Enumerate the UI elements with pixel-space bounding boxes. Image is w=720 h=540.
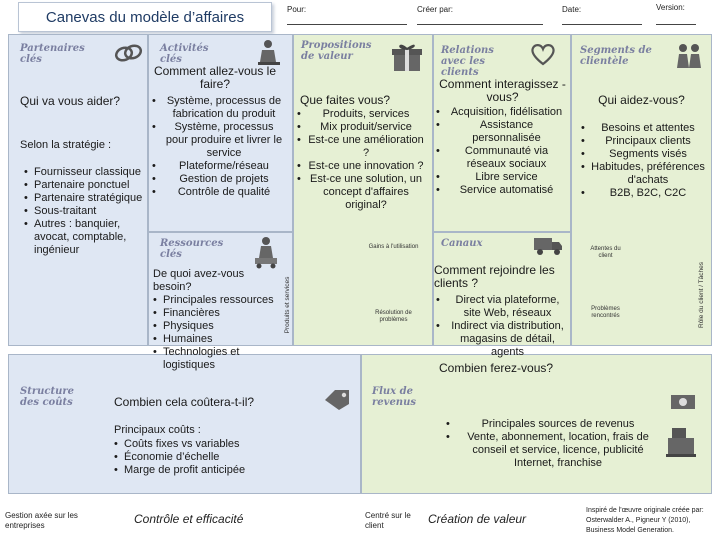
list-item: • Économie d’échelle [114, 451, 324, 464]
list-item: • Technologies et logistiques [153, 346, 293, 372]
propositions-list [297, 108, 425, 212]
list-item: • Principales ressources [153, 294, 293, 307]
attentes-label: Attentes du client [590, 246, 621, 259]
version-field[interactable] [656, 24, 696, 25]
cree-par-field[interactable] [417, 24, 543, 25]
produits-services-label: Produits et services [284, 276, 291, 334]
couts-question: Combien cela coûtera-t-il? [114, 395, 255, 409]
resolution-label: Résolution de problèmes [375, 310, 412, 323]
list-item: • Mix produit/service [297, 121, 425, 134]
price-tag-icon [323, 388, 351, 412]
activites-title: Activités clés [160, 43, 209, 65]
segments-title: Segments de clientèle [580, 45, 652, 67]
canvas-title: Canevas du modèle d’affaires [45, 9, 245, 26]
canaux-question: Comment rejoindre les clients ? [434, 263, 555, 290]
revenus-list [446, 418, 660, 470]
list-item: • Principaux clients [581, 135, 705, 148]
gift-icon [390, 40, 424, 74]
centre-label: Centré sur le client [365, 511, 411, 530]
canaux-list [436, 294, 569, 359]
list-item: • Acquisition, fidélisation [436, 106, 567, 119]
propositions-title: Propositions de valeur [301, 40, 372, 62]
list-item: • Est-ce une amélioration ? [297, 134, 425, 160]
list-item: • Coûts fixes vs variables [114, 438, 324, 451]
list-item: • Indirect via distribution, magasins de détail, agents [436, 320, 569, 359]
ressources-title: Ressources clés [160, 238, 224, 260]
list-item: • Service automatisé [436, 184, 567, 197]
list-item: • Système, processus pour produire et livrer le service [152, 121, 286, 160]
cree-par-label: Créer par: [417, 5, 454, 14]
relations-question: Comment interagissez -vous? [439, 77, 566, 104]
list-item: • Direct via plateforme, site Web, réseaux [436, 294, 569, 320]
activites-question: Comment allez-vous le faire? [153, 64, 277, 91]
list-item: • Sous-traitant [24, 205, 146, 218]
activites-list [152, 95, 286, 199]
list-item: • Libre service [436, 171, 567, 184]
list-item: • Est-ce une innovation ? [297, 160, 425, 173]
list-item: • Système, processus de fabrication du produit [152, 95, 286, 121]
role-client-label: Rôle du client / Tâches [698, 262, 705, 328]
list-item: • Habitudes, préférences d'achats [581, 161, 705, 187]
ressources-list [153, 294, 293, 372]
segments-list [581, 122, 705, 200]
list-item: • B2B, B2C, C2C [581, 187, 705, 200]
list-item: • Produits, services [297, 108, 425, 121]
worker-cart-icon [250, 236, 282, 270]
linked-rings-icon [112, 40, 144, 66]
heart-icon [530, 42, 556, 66]
couts-list [114, 438, 324, 477]
gestion-label: Gestion axée sur les entreprises [5, 511, 78, 530]
segments-question: Qui aidez-vous? [598, 93, 685, 107]
list-item: • Partenaire ponctuel [24, 179, 146, 192]
list-item: • Contrôle de qualité [152, 186, 286, 199]
list-item: • Communauté via réseaux sociaux [436, 145, 567, 171]
couts-title: Structure des coûts [20, 386, 74, 408]
list-item: • Segments visés [581, 148, 705, 161]
version-label: Version: [656, 3, 685, 12]
list-item: • Partenaire stratégique [24, 192, 146, 205]
list-item: • Vente, abonnement, location, frais de conseil et service, licence, publicité Internet, franchise [446, 431, 660, 470]
list-item: • Besoins et attentes [581, 122, 705, 135]
gains-label: Gains à l'utilisation [368, 244, 419, 250]
list-item: • Autres : banquier, avocat, comptable, ingénieur [24, 218, 146, 257]
pour-label: Pour: [287, 5, 307, 14]
money-icon [670, 392, 696, 412]
problemes-label: Problèmes rencontrés [591, 306, 620, 319]
ressources-question: De quoi avez-vous besoin? [153, 268, 245, 293]
list-item: • Plateforme/réseau [152, 160, 286, 173]
truck-icon [532, 234, 564, 258]
list-item: • Marge de profit anticipée [114, 464, 324, 477]
canvas-title-box [18, 2, 272, 32]
date-field[interactable] [562, 24, 642, 25]
partenaires-list [24, 166, 146, 257]
couts-subtitle: Principaux coûts : [114, 424, 201, 436]
list-item: • Assistance personnalisée [436, 119, 567, 145]
customers-icon [674, 42, 704, 70]
cash-register-icon [664, 426, 698, 458]
revenus-title: Flux de revenus [372, 386, 416, 408]
pour-field[interactable] [287, 24, 407, 25]
relations-list [436, 106, 567, 197]
propositions-question: Que faites vous? [300, 93, 391, 107]
list-item: • Est-ce une solution, un concept d'affaires original? [297, 173, 425, 212]
list-item: • Financières [153, 307, 293, 320]
credit-note: Inspiré de l'œuvre originale créée par: Osterwalder A., Pigneur Y (2010), Business Model Generation. [586, 507, 704, 534]
partenaires-question: Qui va vous aider? [20, 94, 121, 108]
partenaires-title: Partenaires clés [20, 43, 85, 65]
list-item: • Fournisseur classique [24, 166, 146, 179]
revenus-question: Combien ferez-vous? [439, 361, 554, 375]
creation-label: Création de valeur [428, 512, 527, 526]
canaux-title: Canaux [441, 238, 483, 249]
list-item: • Physiques [153, 320, 293, 333]
date-label: Date: [562, 5, 582, 14]
controle-label: Contrôle et efficacité [134, 512, 244, 526]
relations-title: Relations avec les clients [441, 45, 494, 78]
partenaires-strategy: Selon la stratégie : [20, 139, 112, 151]
list-item: • Humaines [153, 333, 293, 346]
list-item: • Principales sources de revenus [446, 418, 660, 431]
list-item: • Gestion de projets [152, 173, 286, 186]
